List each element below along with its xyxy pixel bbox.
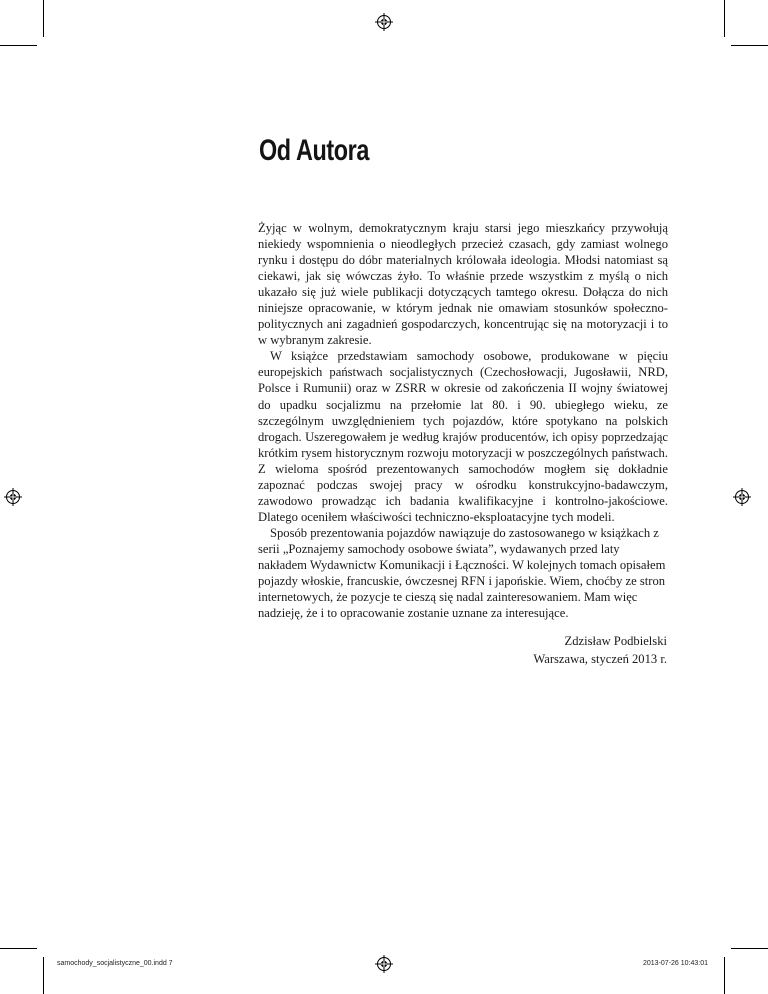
crop-mark-top-left-horizontal [0, 45, 37, 46]
crop-mark-bottom-left-horizontal [0, 948, 37, 949]
registration-mark-icon [375, 955, 393, 973]
paragraph: Sposób prezentowania pojazdów nawiązuje do zastosowanego w książkach z serii „Poznajemy samochody osobowe świata”, wydawanych przed laty nakładem Wydawnictw Komunikacji i Łączności. W kolejnych tomach opisałem pojazdy włoskie, francuskie, ówczesnej RFN i japońskie. Wiem, choćby ze stron internetowych, że pozycje te cieszą się nadal zainteresowaniem. Mam więc nadzieję, że i to opracowanie zostanie uznane za interesujące. [258, 525, 666, 621]
slug-filename: samochody_socjalistyczne_00.indd 7 [57, 960, 173, 967]
crop-mark-top-right-horizontal [731, 45, 768, 46]
crop-mark-top-left-vertical [43, 0, 44, 37]
place-date: Warszawa, styczeń 2013 r. [533, 652, 667, 666]
crop-mark-bottom-right-vertical [724, 957, 725, 994]
paragraph: W książce przedstawiam samochody osobowe, produkowane w pięciu europejskich państwach socjalistycznych (Czechosłowacji, Jugosławii, NRD, Polsce i Rumunii) oraz w ZSRR w okresie od zakończenia II wojny światowej do upadku socjalizmu na przełomie lat 80. i 90. ubiegłego wieku, ze szczególnym uwzględnieniem tych pojazdów, które spotykano na polskich drogach. Uszeregowałem je według krajów producentów, ich opisy poprzedzając krótkim rysem historycznym rozwoju motoryzacji w poszczególnych państwach. Z wieloma spośród prezentowanych samochodów mogłem się dokładnie zapoznać podczas swojej pracy w ośrodku konstrukcyjno-badawczym, zawodowo prowadząc ich badania kwalifikacyjne i kontrolno-jakościowe. Dlatego oceniłem właściwości techniczno-eksploatacyjne tych modeli. [258, 349, 668, 524]
registration-mark-icon [375, 13, 393, 31]
crop-mark-bottom-right-horizontal [731, 948, 768, 949]
crop-mark-bottom-left-vertical [43, 957, 44, 994]
signature-block [533, 632, 667, 668]
chapter-heading: Od Autora [259, 134, 370, 167]
preface-body [258, 220, 668, 621]
author-name: Zdzisław Podbielski [564, 634, 667, 648]
slug-timestamp: 2013-07-26 10:43:01 [643, 960, 708, 967]
registration-mark-icon [4, 488, 22, 506]
crop-mark-top-right-vertical [724, 0, 725, 37]
registration-mark-icon [733, 488, 751, 506]
paragraph: Żyjąc w wolnym, demokratycznym kraju starsi jego mieszkańcy przywołują niekiedy wspomnienia o nieodległych przecież czasach, gdy zamiast wolnego rynku i dostępu do dóbr materialnych królowała ideologia. Młodsi natomiast są ciekawi, jak się wówczas żyło. To właśnie przede wszystkim z myślą o nich ukazało się już wiele publikacji dotyczących tamtego okresu. Dołącza do nich niniejsze opracowanie, w którym jednak nie omawiam stosunków społeczno-politycznych ani zagadnień gospodarczych, koncentrując się na motoryzacji i to w wybranym zakresie. [258, 221, 668, 348]
